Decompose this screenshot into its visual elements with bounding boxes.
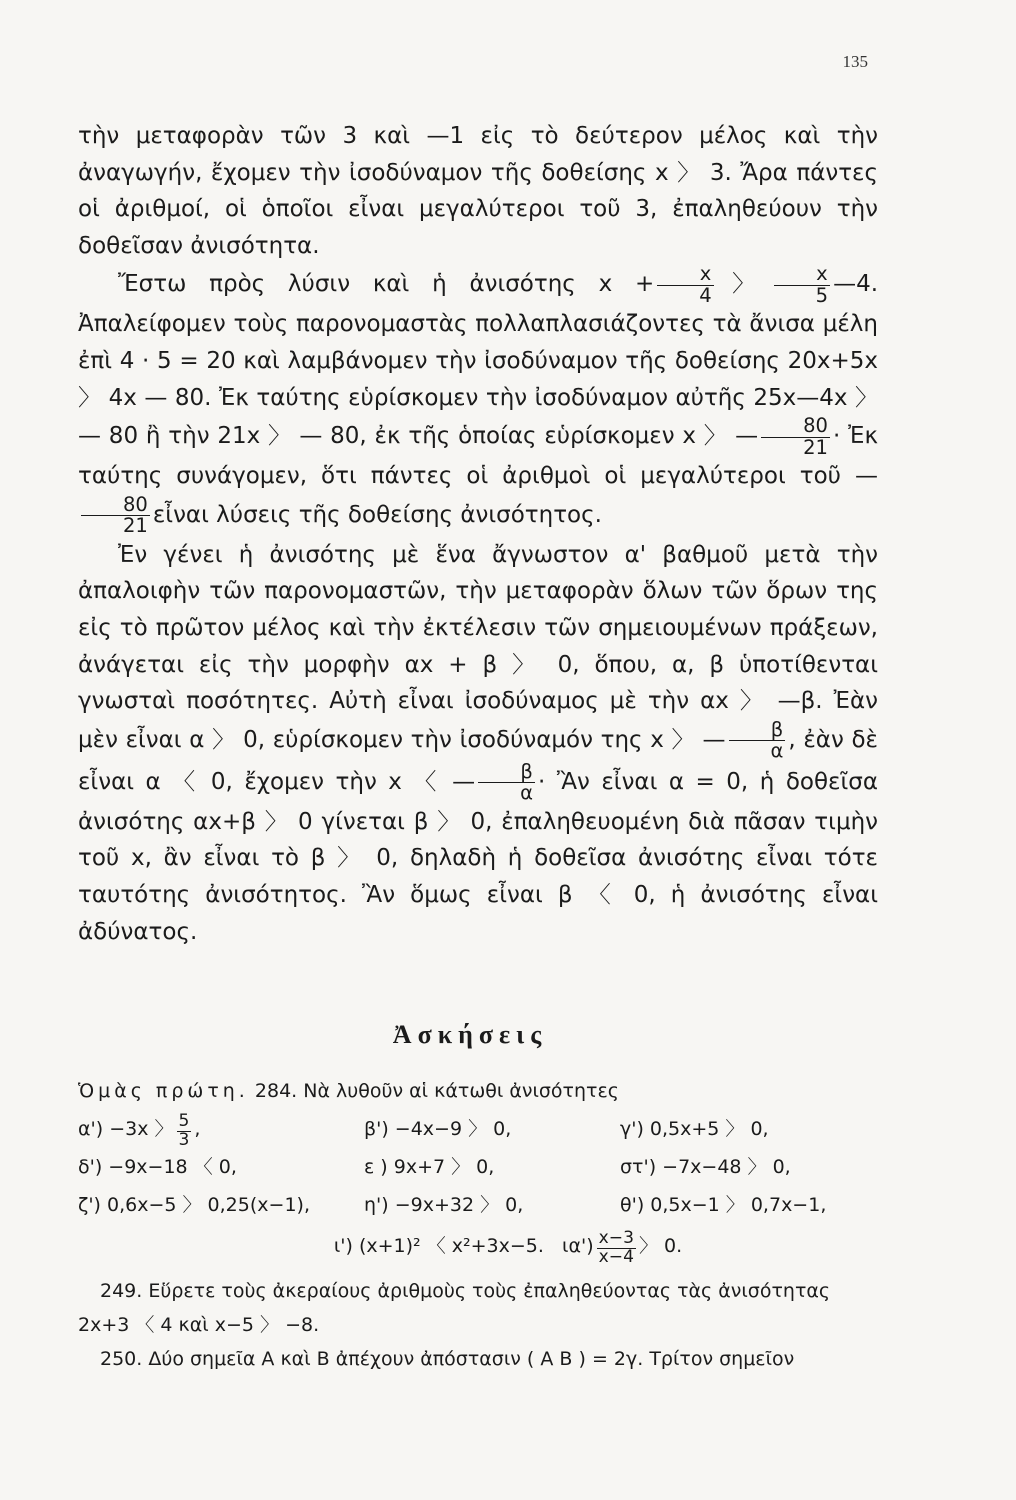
fraction-numerator: x−3 (598, 1228, 634, 1249)
problem-249: 249. Εὕρετε τοὺς ἀκεραίους ἀριθμοὺς τοὺς ἐπαληθεύοντας τὰς ἀνισότητας 2x+3 〈 4 καὶ x−5 〉 −8. (78, 1280, 831, 1336)
exercise-last-row (138, 1224, 878, 1268)
p2-text-3: —4. Ἀπαλείφομεν τοὺς παρονομαστὰς πολλαπλασιάζοντες τὰ ἄνισα μέλη ἐπὶ 4 · 5 = 20 καὶ λαμβάνομεν τὴν ἰσοδύναμον τῆς δοθείσης 20x+5x 〉 4x — 80. Ἐκ ταύτης εὑρίσκομεν τὴν ἰσοδύναμον αὐτῆς 25x—4x 〉 — 80 ἢ τὴν 21x 〉 — 80, ἐκ τῆς ὁποίας εὑρίσκομεν x 〉 — (78, 271, 879, 449)
fraction-numerator: β (520, 759, 533, 783)
fraction-x-3-over-x-4 (597, 1230, 636, 1267)
exercises-heading: Ἀσκήσεις (392, 1020, 548, 1049)
fraction-numerator: x (816, 262, 828, 286)
fraction-denominator: 4 (657, 285, 713, 307)
exercise-item: ι') (x+1)² 〈 x²+3x−5. (333, 1235, 544, 1257)
exercise-text: α') −3x 〉 (78, 1118, 174, 1140)
paragraph-3 (78, 537, 878, 950)
fraction-denominator: x−4 (598, 1247, 634, 1268)
p3-text-2: , ἐὰν δὲ εἶναι α 〈 0, ἔχομεν τὴν x 〈 — (78, 726, 878, 795)
exercise-item: β') −4x−9 〉 0, (364, 1118, 512, 1140)
group-label: Ὁμὰς πρώτη. (78, 1080, 249, 1102)
p2-text-2: 〉 (716, 271, 771, 298)
fraction-5-over-3 (177, 1113, 192, 1150)
problems (78, 1274, 878, 1376)
exercise-item: ια') (562, 1235, 594, 1257)
fraction-numerator: 80 (123, 492, 148, 516)
paragraph-1: τὴν μεταφορὰν τῶν 3 καὶ —1 εἰς τὸ δεύτερον μέλος καὶ τὴν ἀναγωγήν, ἔχομεν τὴν ἰσοδύναμον τῆς δοθείσης x 〉 3. Ἄρα πάντες οἱ ἀριθμοί, οἱ ὁποῖοι εἶναι μεγαλύτεροι τοῦ 3, ἐπαληθεύουν τὴν δοθεῖσαν ἀνισότητα. (78, 123, 878, 259)
exercise-item: ε ) 9x+7 〉 0, (364, 1156, 495, 1178)
body-text (78, 118, 878, 950)
fraction-denominator: 21 (761, 437, 830, 459)
exercise-item: θ') 0,5x−1 〉 0,7x−1, (620, 1194, 827, 1216)
fraction-numerator: x (699, 262, 712, 286)
exercise-item: στ') −7x−48 〉 0, (620, 1156, 791, 1178)
exercise-284-intro: 284. Νὰ λυθοῦν αἱ κάτωθι ἀνισότητες (254, 1080, 619, 1102)
fraction-denominator: 21 (81, 515, 150, 537)
exercise-item: δ') −9x−18 〈 0, (78, 1156, 237, 1178)
exercise-item (78, 1110, 200, 1150)
exercise-item: γ') 0,5x+5 〉 0, (620, 1118, 769, 1140)
exercises-section (78, 1072, 878, 1376)
exercise-intro (78, 1072, 878, 1110)
fraction-numerator: β (770, 717, 784, 741)
exercise-item: ζ') 0,6x−5 〉 0,25(x−1), (78, 1194, 310, 1216)
exercise-tail: , (194, 1118, 201, 1140)
fraction-denominator: 3 (178, 1130, 190, 1151)
fraction-x-over-5 (774, 264, 830, 306)
page-number: 135 (842, 52, 868, 71)
fraction-beta-over-alpha (729, 717, 786, 763)
p2-text-1: Ἔστω πρὸς λύσιν καὶ ἡ ἀνισότης x + (118, 271, 655, 298)
fraction-denominator: α (478, 782, 535, 804)
p3-text-1: Ἐν γένει ἡ ἀνισότης μὲ ἕνα ἄγνωστον α' βαθμοῦ μετὰ τὴν ἀπαλοιφὴν τῶν παρονομαστῶν, τὴν μεταφορὰν ὅλων τῶν ὅρων της εἰς τὸ πρῶτον μέλος καὶ τὴν ἐκτέλεσιν τῶν σημειουμένων πράξεων, ἀνάγεται εἰς τὴν μορφὴν αx + β 〉 0, ὅπου, α, β ὑποτίθενται γνωσταὶ ποσότητες. Αὐτὴ εἶναι ἰσοδύναμος μὲ τὴν αx 〉 —β. Ἐὰν μὲν εἶναι α 〉 0, εὑρίσκομεν τὴν ἰσοδύναμόν της x 〉 — (78, 541, 878, 753)
fraction-numerator: 5 (178, 1111, 190, 1132)
exercise-grid (78, 1110, 878, 1224)
fraction-beta-over-alpha-b (478, 759, 535, 805)
p3-text-3: · Ἂν εἶναι α = 0, ἡ δοθεῖσα ἀνισότης αx+β 〉 0 γίνεται β 〉 0, ἐπαληθευομένη διὰ πᾶσαν τιμὴν τοῦ x, ἂν εἶναι τὸ β 〉 0, δηλαδὴ ἡ δοθεῖσα ἀνισότης εἶναι τότε ταυτότης ἀνισότητος. Ἂν ὅμως εἶναι β 〈 0, ἡ ἀνισότης εἶναι ἀδύνατος. (78, 768, 878, 945)
fraction-80-over-21-b (81, 492, 150, 538)
p2-text-5: εἶναι λύσεις τῆς δοθείσης ἀνισότητος. (152, 501, 602, 528)
fraction-80-over-21 (761, 416, 830, 458)
p2-text-4: · Ἐκ ταύτης συνάγομεν, ὅτι πάντες οἱ ἀριθμοὶ οἱ μεγαλύτεροι τοῦ — (78, 422, 878, 490)
paragraph-2 (78, 264, 878, 536)
exercise-item: η') −9x+32 〉 0, (364, 1194, 524, 1216)
exercise-row (78, 1110, 878, 1151)
fraction-denominator: 5 (774, 285, 830, 307)
fraction-x-over-4 (657, 264, 713, 306)
exercise-row (78, 1186, 878, 1224)
fraction-numerator: 80 (803, 414, 828, 438)
fraction-denominator: α (729, 740, 786, 762)
exercise-row (78, 1148, 878, 1186)
exercise-tail: 〉 0. (638, 1235, 683, 1257)
problem-250: 250. Δύο σημεῖα Α καὶ Β ἀπέχουν ἀπόστασιν ( Α Β ) = 2γ. Τρίτον σημεῖον (100, 1348, 795, 1370)
